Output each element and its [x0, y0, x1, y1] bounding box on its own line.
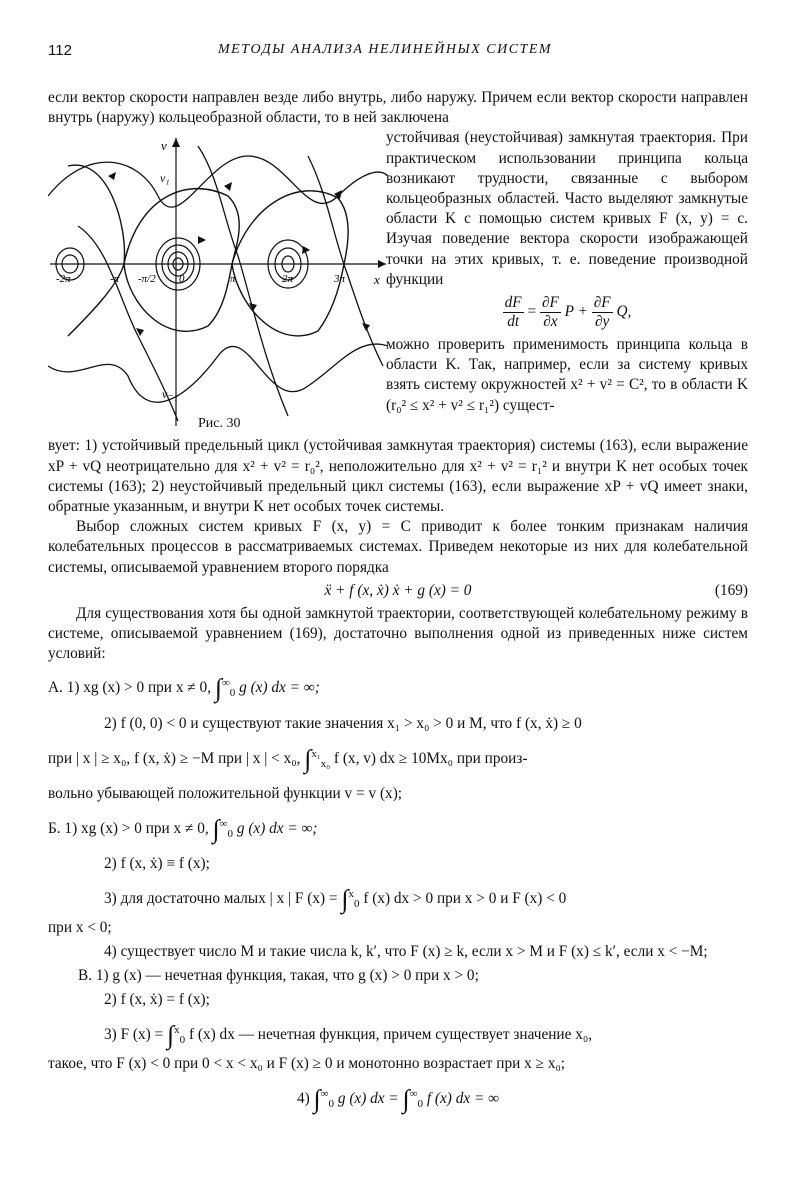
condition-B1: Б. 1) xg (x) > 0 при x ≠ 0, $\int^\infty_0$ g (x) dx = ∞;	[48, 814, 318, 844]
condition-V3: 3) F (x) = ∫$^x_0$ f (x) dx — нечетная функция, причем существует значение x₀,	[104, 1020, 593, 1050]
figure-block	[48, 128, 748, 436]
direction-arrows	[108, 172, 370, 336]
eq-mid: P +	[564, 303, 588, 321]
integral-sign: ∫	[341, 884, 349, 914]
label-pi: π	[230, 273, 236, 286]
integral-sign: ∫	[402, 1084, 410, 1114]
eq-end: Q,	[616, 303, 632, 321]
side-paragraph-2: можно проверить применимость принципа кольца в области K. Так, например, если за систему кривых взять систему окружностей x² + v² = C², то в области K (r₀² ≤ x² + v² ≤ r₁²) сущест-	[386, 336, 748, 414]
label-2pi: 2π	[282, 273, 294, 286]
side-paragraph-1: устойчивая (неустойчивая) замкнутая траектория. При практическом использовании принципа кольца возникают трудности, связанные с выбором кольцеобразных областей. Часто выделяют замкнутые области K с помощью систем кривых F (x, y) = c. Изучая поведение вектора скорости изображающей точки на этих кривых, т. е. поведение производной функции	[386, 129, 748, 288]
phase-portrait-figure	[48, 136, 388, 436]
condition-B3: 3) для достаточно малых | x | F (x) = ∫$^x_0$ f (x) dx > 0 при x > 0 и F (x) < 0	[104, 884, 567, 914]
page-header	[48, 40, 748, 64]
side-text	[386, 128, 748, 415]
condition-A2c: вольно убывающей положительной функции v = v (x);	[48, 784, 403, 802]
label-x: x	[374, 272, 380, 288]
body-paragraph-exist: Для существования хотя бы одной замкнутой траектории, соответствующей колебательному режиму в системе, описываемой уравнением (169), достаточно выполнения одной из приведенных ниже систем условий:	[48, 604, 748, 663]
condition-A2b: при | x | ≥ x₀, f (x, ẋ) ≥ −M при | x | < x₀, ∫$^{x_1}_{x_0}$ f (x, v) dx ≥ 10Mx₀ при произ-	[48, 744, 528, 774]
trajectory-top	[48, 156, 388, 207]
label-vm1: v₋₁	[162, 387, 178, 402]
condition-V4: 4) $\int^\infty_0$ g (x) dx = $\int^\infty_0$ f (x) dx = ∞	[296, 1084, 500, 1114]
integral-sign: ∫	[214, 674, 222, 704]
trajectory-diag-3	[308, 156, 383, 366]
frac-dFdt: $\frac{dF}{dt}$	[504, 294, 522, 331]
label-mpi: -π	[110, 273, 120, 286]
condition-V3b: такое, что F (x) < 0 при 0 < x < x₀ и F (x) ≥ 0 и монотонно возрастает при x ≥ x₀;	[48, 1055, 566, 1073]
condition-B4: 4) существует число M и такие числа k, k′, что F (x) ≥ k, если x > M и F (x) ≤ k′, если x < −M;	[104, 943, 708, 960]
equation-169	[48, 582, 748, 600]
page	[48, 40, 748, 1123]
label-3pi: 3π	[334, 273, 346, 286]
frac-dFdx: $\frac{\partial F}{\partial x}$	[541, 294, 559, 331]
integral-sign: ∫	[212, 814, 220, 844]
label-v1: v₁	[160, 171, 170, 186]
v-axis-arrow	[172, 138, 180, 147]
integral-sign: ∫	[167, 1020, 175, 1050]
frac-dFdy: $\frac{\partial F}{\partial y}$	[593, 294, 611, 331]
equation-169-number: (169)	[714, 581, 748, 599]
x-axis-arrow	[378, 260, 386, 268]
condition-B2: 2) f (x, ẋ) ≡ f (x);	[104, 854, 210, 872]
label-mpi2: -π/2	[138, 273, 156, 286]
page-number: 112	[48, 42, 72, 59]
label-m2pi: -2π	[56, 273, 71, 286]
body-paragraph-cont: вует: 1) устойчивый предельный цикл (устойчивая замкнутая траектория) системы (163), если выражение xP + vQ неотрицательно для x² + v² = r₀², неположительно для x² + v² = r₁² и внутри K нет особых точек системы (163); 2) неустойчивый предельный цикл системы (163), если выражение xP + vQ имеет знаки, обратные указанным, и внутри K нет особых точек системы.	[48, 437, 748, 516]
condition-V2: 2) f (x, ẋ) = f (x);	[104, 991, 210, 1008]
figure-caption: Рис. 30	[198, 416, 241, 432]
label-zero: 0	[179, 273, 185, 286]
label-v: v	[161, 138, 167, 154]
integral-sign: ∫	[313, 1084, 321, 1114]
condition-V1: В. 1) g (x) — нечетная функция, такая, что g (x) > 0 при x > 0;	[78, 967, 479, 984]
running-title: МЕТОДЫ АНАЛИЗА НЕЛИНЕЙНЫХ СИСТЕМ	[218, 42, 553, 57]
derivative-equation: $\frac{dF}{dt}$ = $\frac{\partial F}{\partial x}$ P + $\frac{\partial F}{\partial y}$ Q,	[504, 294, 632, 331]
integral-sign: ∫	[304, 744, 312, 774]
condition-A1: А. 1) xg (x) > 0 при x ≠ 0, $\int^\infty_0$ g (x) dx = ∞;	[48, 674, 320, 704]
trajectory-bottom	[48, 344, 388, 402]
intro-paragraph: если вектор скорости направлен везде либо внутрь, либо наружу. Причем если вектор скорости направлен внутрь (наружу) кольцеобразной области, то в ней заключена	[48, 89, 748, 127]
equation-169-text: ẍ + f (x, ẋ) ẋ + g (x) = 0	[324, 581, 472, 599]
body-paragraph-choice: Выбор сложных систем кривых F (x, y) = C приводит к более тонким признакам наличия колебательных процессов в рассматриваемых системах. Приведем некоторые из них для колебательной системы, описываемой уравнением второго порядка	[48, 518, 748, 576]
condition-A2: 2) f (0, 0) < 0 и существуют такие значения x₁ > x₀ > 0 и M, что f (x, ẋ) ≥ 0	[104, 714, 582, 732]
condition-B3b: при x < 0;	[48, 919, 112, 936]
